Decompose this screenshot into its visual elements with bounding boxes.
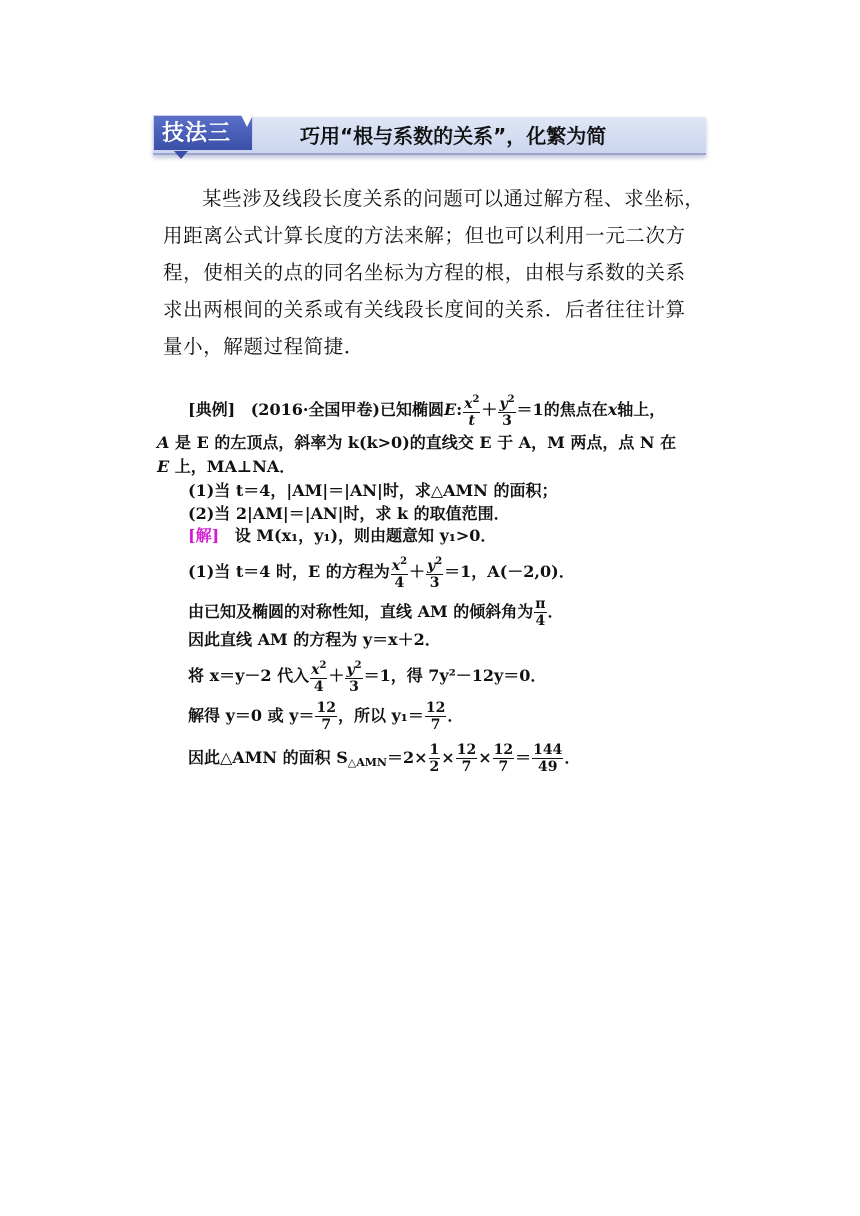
fraction: $\frac{12}{7}$ — [493, 742, 514, 775]
solution-text: 因此△AMN 的面积 S — [188, 748, 348, 767]
solution-line-5: 解得 y＝0 或 y＝ $\frac{12}{7}$ ，所以 y₁＝ $\frac{12}{7}$ ． — [188, 700, 464, 733]
fraction: $\frac{y^2}{3}$ — [346, 660, 362, 695]
solution-line-3: 因此直线 AM 的方程为 y＝x＋2． — [188, 630, 441, 649]
example-tag: [典例] — [188, 400, 236, 419]
solution-tag: [解] — [188, 526, 220, 545]
example-text: 的焦点在 — [543, 400, 608, 419]
solution-line-0 — [188, 525, 748, 547]
solution-text: 将 x＝y－2 代入 — [188, 666, 310, 685]
fraction: $\frac{y^2}{3}$ — [427, 556, 443, 591]
fraction: $\frac{x^2}{t}$ — [464, 394, 480, 429]
solution-text: 解得 y＝0 或 y＝ — [188, 706, 315, 725]
intro-line: 某些涉及线段长度关系的问题可以通过解方程、求坐标， — [202, 187, 705, 210]
solution-text: 设 M(x₁，y₁)，则由题意知 y₁>0． — [234, 526, 497, 545]
section-title: 巧用“根与系数的关系”，化繁为简 — [300, 124, 607, 148]
solution-line-2: 由已知及椭圆的对称性知，直线 AM 的倾斜角为 $\frac{\pi}{4}$ ． — [188, 596, 564, 629]
solution-text: ＝2× — [387, 748, 428, 767]
fraction: $\frac{144}{49}$ — [533, 742, 563, 775]
question-2: (2)当 2|AM|＝|AN|时，求 k 的取值范围． — [188, 504, 510, 523]
fraction: $\frac{1}{2}$ — [429, 742, 440, 775]
example-text: 上，MA⊥NA． — [174, 457, 296, 476]
solution-line-4: 将 x＝y－2 代入 $\frac{x^2}{4}$ ＋ $\frac{y^2}{3}$ ＝1，得 7y²－12y＝0． — [188, 660, 547, 695]
section-badge: 技法三 — [153, 115, 253, 151]
solution-text: ＝1，得 7y²－12y＝0． — [363, 666, 547, 685]
intro-line: 程，使相关的点的同名坐标为方程的根，由根与系数的关系 — [163, 261, 686, 284]
solution-line-6: 因此△AMN 的面积 $S_{\triangle AMN}=2\times$ $\frac{1}{2}$ × $\frac{12}{7}$ × $\frac{12}{7}$ ＝ $\frac{144}{49}$ ． — [188, 742, 581, 775]
fraction: $\frac{12}{7}$ — [425, 700, 446, 733]
solution-line-1: (1)当 t＝4 时，E 的方程为 $\frac{x^2}{4}$ ＋ $\frac{y^2}{3}$ ＝1，A(－2,0)． — [188, 556, 575, 591]
badge-notch-icon — [174, 151, 188, 159]
fraction: $\frac{y^2}{3}$ — [499, 394, 515, 429]
solution-text: (1)当 t＝4 时，E 的方程为 — [188, 562, 390, 581]
example-source: (2016·全国甲卷)已知椭圆 — [250, 400, 444, 419]
intro-line: 求出两根间的关系或有关线段长度间的关系．后者往往计算 — [163, 298, 686, 321]
fraction: $\frac{12}{7}$ — [316, 700, 336, 733]
intro-line: 用距离公式计算长度的方法来解；但也可以利用一元二次方 — [163, 224, 686, 247]
example-text: 轴上， — [617, 400, 666, 419]
fraction: $\frac{\pi}{4}$ — [535, 596, 546, 629]
intro-paragraph — [163, 180, 708, 365]
fraction: $\frac{x^2}{4}$ — [311, 660, 327, 695]
solution-text: 由已知及椭圆的对称性知，直线 AM 的倾斜角为 — [188, 602, 534, 621]
example-line-2: A 是 E 的左顶点，斜率为 k(k>0)的直线交 E 于 A，M 两点，点 N 在 — [157, 433, 677, 452]
fraction: $\frac{12}{7}$ — [456, 742, 477, 775]
question-1: (1)当 t＝4，|AM|＝|AN|时，求△AMN 的面积； — [188, 481, 558, 500]
intro-line: 量小，解题过程简捷． — [163, 335, 365, 358]
solution-text: ，所以 y₁＝ — [337, 706, 424, 725]
example-line-3: E 上，MA⊥NA． — [157, 457, 296, 476]
solution-text: ＝1，A(－2,0)． — [444, 562, 575, 581]
fraction: $\frac{x^2}{4}$ — [391, 556, 408, 591]
example-text: 是 E 的左顶点，斜率为 k(k>0)的直线交 E 于 A，M 两点，点 N 在 — [175, 433, 677, 452]
example-line-1: [典例] (2016·全国甲卷)已知椭圆E: $\frac{x^2}{t}$ ＋ $\frac{y^2}{3}$ ＝1的焦点在x轴上， — [188, 394, 666, 429]
